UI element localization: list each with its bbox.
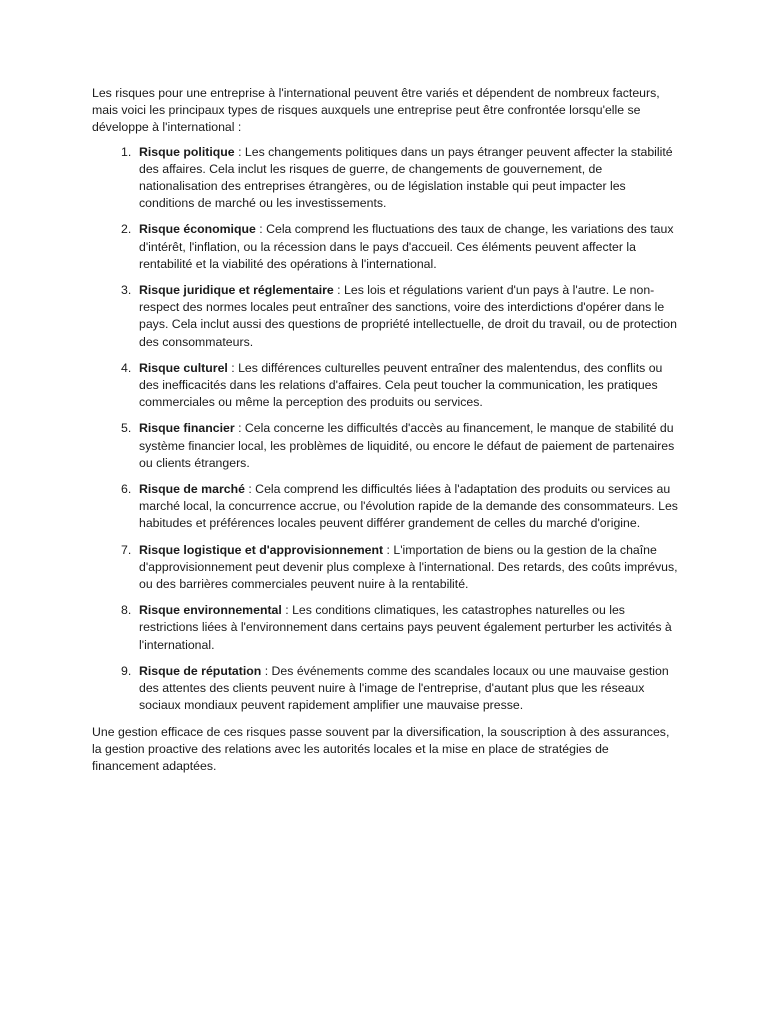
list-item-text: : L'importation de biens ou la gestion de la chaîne d'approvisionnement peut devenir plus complexe à l'international. Des retards, des coûts imprévus, ou des barrières commerciales peuvent nuire à la rentabilité. xyxy=(139,542,678,592)
list-item xyxy=(92,221,678,273)
list-item-title: Risque juridique et réglementaire xyxy=(139,283,334,298)
list-item-title: Risque logistique et d'approvisionnement xyxy=(139,542,384,557)
list-item-text: : Cela comprend les difficultés liées à l'adaptation des produits ou services au marché local, la concurrence accrue, ou l'évolution rapide de la demande des consommateurs. Les habitudes et préférences locales peuvent différer grandement de celles du marché d'origine. xyxy=(139,482,678,531)
list-item-text: : Les conditions climatiques, les catastrophes naturelles ou les restrictions liées à l'environnement dans certains pays peuvent également perturber les activités à l'international. xyxy=(139,603,672,652)
list-item-number: 2. xyxy=(121,222,132,237)
list-item-title: Risque économique xyxy=(139,222,256,237)
list-item-number: 3. xyxy=(121,283,132,298)
list-item-title: Risque de marché xyxy=(139,482,245,497)
risk-list xyxy=(92,144,678,715)
list-item xyxy=(92,663,678,715)
list-item-title: Risque culturel xyxy=(139,360,228,375)
document-page xyxy=(92,85,678,775)
intro-paragraph: Les risques pour une entreprise à l'international peuvent être variés et dépendent de nombreux facteurs, mais voici les principaux types de risques auxquels une entreprise peut être confrontée lorsqu'elle se développe à l'international : xyxy=(92,86,660,135)
list-item xyxy=(92,360,678,412)
list-item-number: 6. xyxy=(121,482,132,497)
list-item-text: : Cela comprend les fluctuations des taux de change, les variations des taux d'intérêt, l'inflation, ou la récession dans le pays d'accueil. Ces éléments peuvent affecter la rentabilité et la viabilité des opérations à l'international. xyxy=(139,222,674,271)
list-item-text: : Cela concerne les difficultés d'accès au financement, le manque de stabilité du système financier local, les problèmes de liquidité, ou encore le défaut de paiement de partenaires ou clients étrangers. xyxy=(139,421,675,470)
list-item-number: 4. xyxy=(121,360,132,375)
list-item-number: 8. xyxy=(121,603,132,618)
list-item xyxy=(92,542,678,594)
list-item-title: Risque de réputation xyxy=(139,663,262,678)
list-item xyxy=(92,481,678,533)
list-item-number: 1. xyxy=(121,144,132,159)
list-item-text: : Les différences culturelles peuvent entraîner des malentendus, des conflits ou des inefficacités dans les relations d'affaires. Cela peut toucher la communication, les pratiques commerciales ou même la perception des produits ou services. xyxy=(139,360,663,410)
list-item-number: 9. xyxy=(121,663,132,678)
list-item-title: Risque financier xyxy=(139,421,235,436)
list-item-number: 7. xyxy=(121,542,132,557)
list-item xyxy=(92,282,678,351)
list-item-text: : Des événements comme des scandales locaux ou une mauvaise gestion des attentes des clients peuvent nuire à l'image de l'entreprise, d'autant plus que les réseaux sociaux mondiaux peuvent rapidement amplifier une mauvaise presse. xyxy=(139,663,669,713)
list-item-text: : Les lois et régulations varient d'un pays à l'autre. Le non-respect des normes locales peut entraîner des sanctions, voire des interdictions d'opérer dans le pays. Cela inclut aussi des questions de propriété intellectuelle, de droit du travail, ou de protection des consommateurs. xyxy=(139,283,677,349)
list-item xyxy=(92,144,678,213)
list-item-title: Risque politique xyxy=(139,144,235,159)
list-item-text: : Les changements politiques dans un pays étranger peuvent affecter la stabilité des affaires. Cela inclut les risques de guerre, de changements de gouvernement, de nationalisation des entreprises étrangères, ou de législation instable qui peut impacter les conditions de marché ou les investissements. xyxy=(139,144,673,211)
list-item xyxy=(92,420,678,472)
list-item-number: 5. xyxy=(121,421,132,436)
conclusion-paragraph: Une gestion efficace de ces risques passe souvent par la diversification, la souscription à des assurances, la gestion proactive des relations avec les autorités locales et la mise en place de stratégies de financement adaptées. xyxy=(92,724,670,773)
list-item xyxy=(92,602,678,654)
list-item-title: Risque environnemental xyxy=(139,603,282,618)
